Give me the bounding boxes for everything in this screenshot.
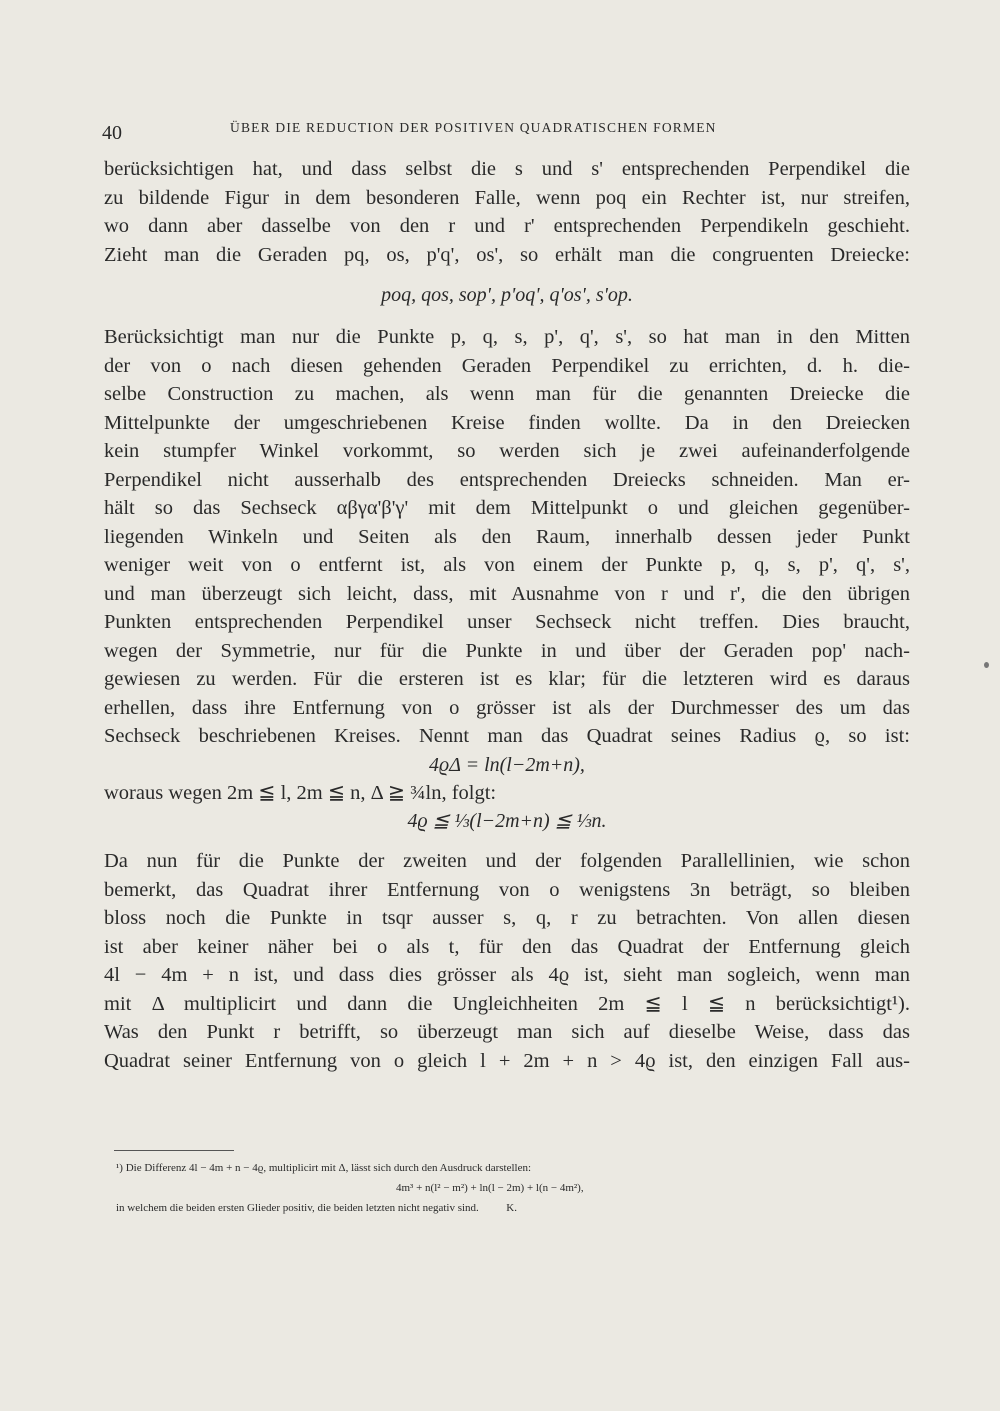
text-line: und man überzeugt sich leicht, dass, mit Ausnahme von r und r', die den übrigen bbox=[104, 582, 910, 605]
equation-inequality: 4ϱ ≦ ⅓(l−2m+n) ≦ ⅓n. bbox=[407, 810, 607, 832]
text-line: berücksichtigen hat, und dass selbst die s und s' entsprechenden Perpendikel die bbox=[104, 158, 910, 180]
footnote-text: in welchem die beiden ersten Glieder positiv, die beiden letzten nicht negativ sind. bbox=[116, 1202, 479, 1214]
text-line: erhellen, dass ihre Entfernung von o grösser ist als der Durchmesser des um das bbox=[104, 696, 910, 719]
text-line: mit Δ multiplicirt und dann die Ungleichheiten 2m ≦ l ≦ n berücksichtigt¹). bbox=[104, 992, 910, 1015]
footnote-line: ¹) Die Differenz 4l − 4m + n − 4ϱ, multiplicirt mit Δ, lässt sich durch den Ausdruck darstellen: bbox=[116, 1162, 532, 1174]
text-line: 4l − 4m + n ist, und dass dies grösser als 4ϱ ist, sieht man sogleich, wenn man bbox=[104, 964, 910, 986]
text-line: liegenden Winkeln und Seiten als den Raum, innerhalb dessen jeder Punkt bbox=[104, 525, 910, 548]
text-line: wegen der Symmetrie, nur für die Punkte in und über der Geraden pop' nach- bbox=[104, 639, 910, 662]
text-line: Zieht man die Geraden pq, os, p'q', os', so erhält man die congruenten Dreiecke: bbox=[104, 243, 910, 266]
footnote-line bbox=[116, 1198, 766, 1218]
footnote-signature: K. bbox=[506, 1202, 517, 1214]
footnote bbox=[116, 1158, 766, 1218]
text-line: Da nun für die Punkte der zweiten und der folgenden Parallellinien, wie schon bbox=[104, 850, 910, 872]
text-line: Mittelpunkte der umgeschriebenen Kreise finden wollte. Da in den Dreiecken bbox=[104, 411, 910, 434]
text-line: weniger weit von o entfernt ist, als von einem der Punkte p, q, s, p', q', s', bbox=[104, 554, 910, 576]
text-line: kein stumpfer Winkel vorkommt, so werden sich je zwei aufeinanderfolgende bbox=[104, 440, 910, 462]
equation-radius: 4ϱΔ = ln(l−2m+n), bbox=[429, 753, 585, 776]
text-line: wo dann aber dasselbe von den r und r' entsprechenden Perpendikeln geschieht. bbox=[104, 215, 910, 237]
paper-speck bbox=[984, 662, 989, 668]
text-line: ist aber keiner näher bei o als t, für den das Quadrat der Entfernung gleich bbox=[104, 935, 910, 958]
text-line: zu bildende Figur in dem besonderen Falle, wenn poq ein Rechter ist, nur streifen, bbox=[104, 186, 910, 209]
text-line: hält so das Sechseck αβγα'β'γ' mit dem Mittelpunkt o und gleichen gegenüber- bbox=[104, 497, 910, 519]
main-text bbox=[104, 155, 910, 1075]
text-line: gewiesen zu werden. Für die ersteren ist es klar; für die letzteren wird es daraus bbox=[104, 668, 910, 690]
text-line: Berücksichtigt man nur die Punkte p, q, s, p', q', s', so hat man in den Mitten bbox=[104, 326, 910, 348]
text-line: bemerkt, das Quadrat ihrer Entfernung von o wenigstens 3n beträgt, so bleiben bbox=[104, 878, 910, 901]
text-line: woraus wegen 2m ≦ l, 2m ≦ n, Δ ≧ ¾ln, folgt: bbox=[104, 781, 497, 804]
footnote-divider bbox=[114, 1150, 234, 1151]
page-header bbox=[102, 114, 912, 154]
text-line: bloss noch die Punkte in tsqr ausser s, q, r zu betrachten. Von allen diesen bbox=[104, 907, 910, 929]
text-line: Perpendikel nicht ausserhalb des entsprechenden Dreiecks schneiden. Man er- bbox=[104, 468, 910, 491]
text-line: Sechseck beschriebenen Kreises. Nennt man das Quadrat seines Radius ϱ, so ist: bbox=[104, 725, 910, 747]
equation-triangles: poq, qos, sop', p'oq', q'os', s'op. bbox=[381, 284, 633, 306]
text-line: Was den Punkt r betrifft, so überzeugt man sich auf dieselbe Weise, dass das bbox=[104, 1021, 910, 1043]
text-line: Quadrat seiner Entfernung von o gleich l + 2m + n > 4ϱ ist, den einzigen Fall aus- bbox=[104, 1049, 910, 1072]
page-number: 40 bbox=[102, 122, 122, 144]
running-head: ÜBER DIE REDUCTION DER POSITIVEN QUADRATISCHEN FORMEN bbox=[230, 120, 717, 135]
footnote-formula: 4m³ + n(l² − m²) + ln(l − 2m) + l(n − 4m²), bbox=[396, 1182, 584, 1194]
text-line: Punkten entsprechenden Perpendikel unser Sechseck nicht treffen. Dies braucht, bbox=[104, 611, 910, 633]
text-line: selbe Construction zu machen, als wenn man für die genannten Dreiecke die bbox=[104, 383, 910, 405]
text-line: der von o nach diesen gehenden Geraden Perpendikel zu errichten, d. h. die- bbox=[104, 354, 910, 377]
